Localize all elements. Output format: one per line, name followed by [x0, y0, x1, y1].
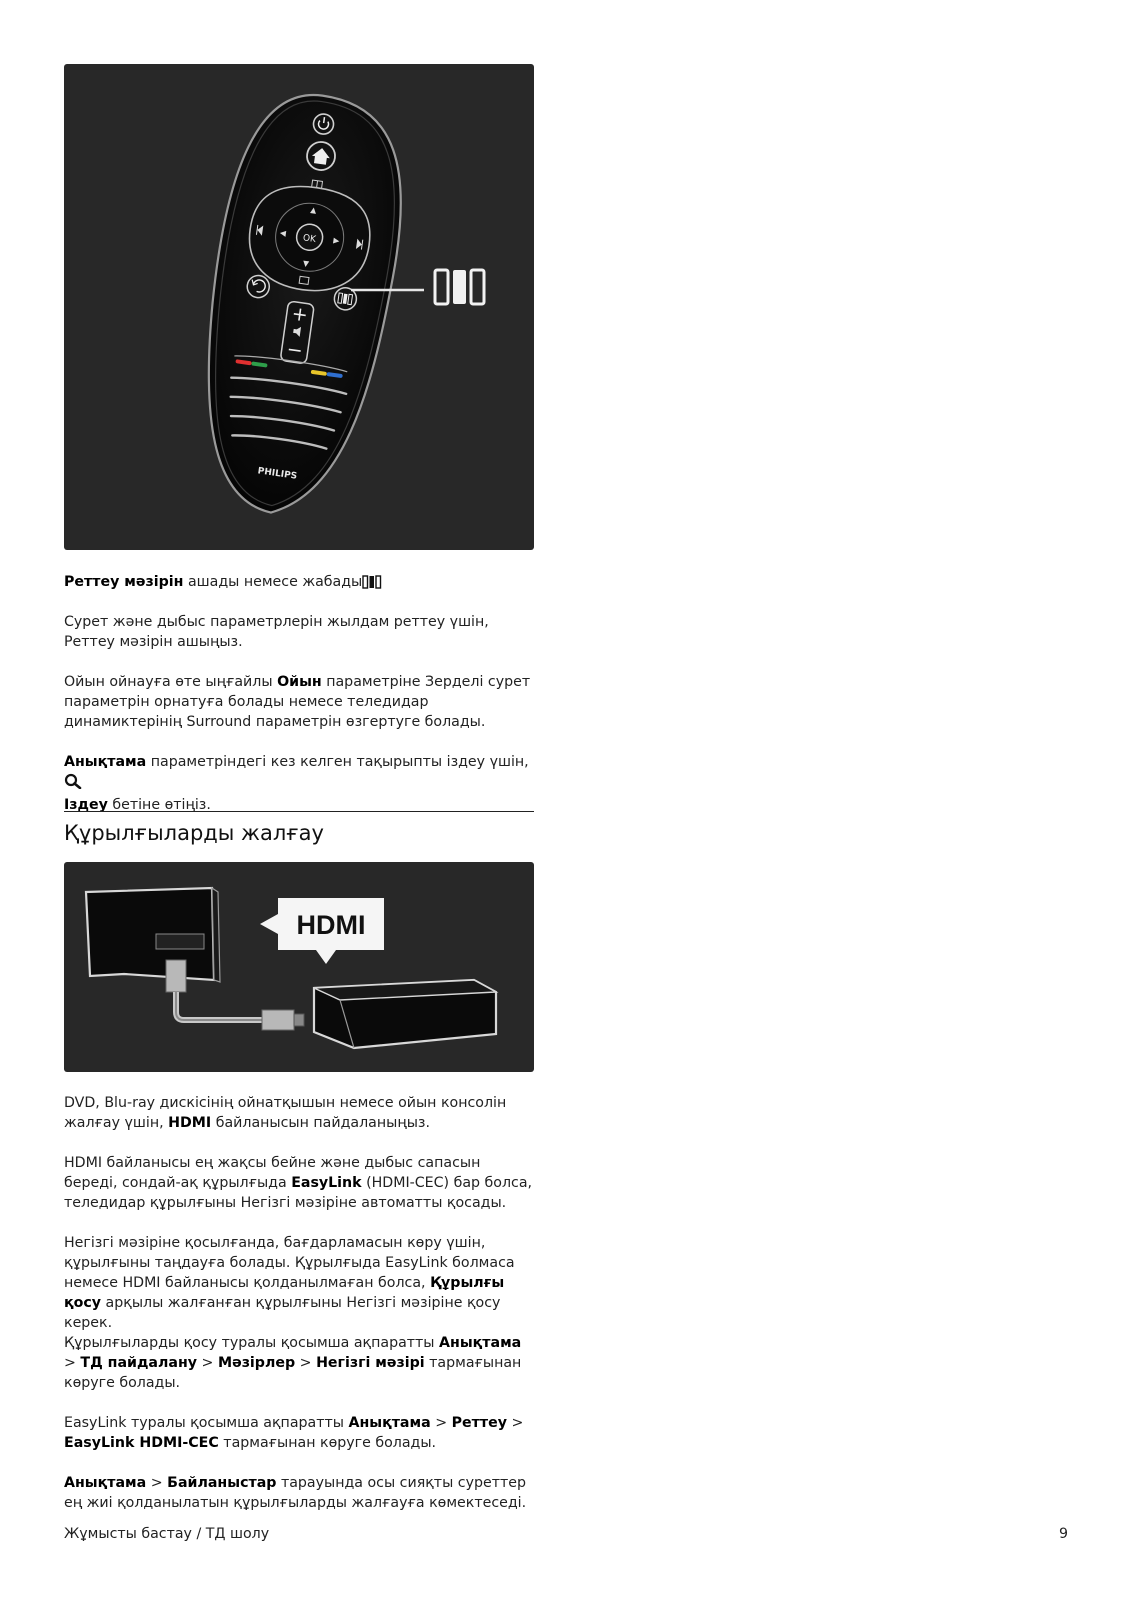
game-mode-paragraph — [64, 672, 534, 732]
paragraph-text: EasyLink туралы қосымша ақпаратты — [64, 1415, 349, 1431]
hdmi-speech-bubble — [260, 898, 384, 964]
section-divider — [64, 811, 534, 812]
hdmi-usage-paragraph — [64, 1093, 534, 1133]
device-box-illustration — [314, 980, 496, 1048]
ok-label: OK — [302, 233, 317, 246]
paragraph-text: тармағынан көруге болады. — [64, 1355, 522, 1391]
search-label: Іздеу — [64, 797, 108, 813]
adjust-menu-label: Реттеу мәзірін — [64, 574, 184, 590]
paragraph-text: параметріндегі кез келген тақырыпты іздеу үшін, — [146, 754, 529, 770]
hdmi-bold-label: HDMI — [168, 1115, 212, 1131]
path-separator: > — [430, 1415, 452, 1431]
path-separator: > — [197, 1355, 218, 1371]
easylink-hdmi-cec-label: EasyLink HDMI-CEC — [64, 1435, 219, 1451]
hdmi-connection-figure — [64, 862, 534, 1072]
paragraph-text: Негізгі мәзіріне қосылғанда, бағдарламасын көру үшін, құрылғыны таңдауға болады. Құрылғыда EasyLink болмаса немесе HDMI байланысы қолданылмаған болса, — [64, 1235, 515, 1291]
use-tv-label: ТД пайдалану — [80, 1355, 198, 1371]
remote-control-illustration — [64, 64, 534, 550]
footer-section-title: Жұмысты бастау / ТД шолу — [64, 1526, 270, 1542]
adjust-icon-large — [435, 270, 484, 304]
more-info-devices-paragraph — [64, 1333, 534, 1393]
easylink-label: EasyLink — [291, 1175, 362, 1191]
help-label: Анықтама — [439, 1335, 522, 1351]
paragraph-text: ашады немесе жабады — [183, 574, 363, 590]
menus-label: Мәзірлер — [217, 1355, 296, 1371]
setup-label: Реттеу — [451, 1415, 507, 1431]
path-separator: > — [506, 1415, 524, 1431]
adjust-menu-paragraph — [64, 572, 534, 595]
path-separator: > — [64, 1355, 81, 1371]
hdmi-illustration — [64, 862, 534, 1072]
paragraph-text: байланысын пайдаланыңыз. — [211, 1115, 430, 1131]
help-label: Анықтама — [64, 1475, 147, 1491]
add-device-label: Құрылғы қосу — [64, 1275, 505, 1311]
philips-logo: PHILIPS — [257, 466, 298, 482]
help-label: Анықтама — [64, 754, 147, 770]
paragraph-text: бетіне өтіңіз. — [107, 797, 211, 813]
remote-control-figure — [64, 64, 534, 550]
help-label: Анықтама — [348, 1415, 431, 1431]
paragraph-text: (HDMI-CEC) бар болса, теледидар құрылғыны Негізгі мәзіріне автоматты қосады. — [64, 1175, 533, 1211]
path-separator: > — [295, 1355, 317, 1371]
hdmi-quality-paragraph — [64, 1153, 534, 1213]
paragraph-text: тарауында осы сияқты суреттер ең жиі қолданылатын құрылғыларды жалғауға көмектеседі. — [64, 1475, 527, 1511]
hdmi-label: HDMI — [296, 910, 366, 940]
search-icon — [64, 773, 82, 795]
home-menu-label: Негізгі мәзірі — [316, 1355, 425, 1371]
path-separator: > — [146, 1475, 168, 1491]
paragraph-text: DVD, Blu-ray дискісінің ойнатқышын немесе ойын консолін жалғау үшін, — [64, 1095, 507, 1131]
paragraph-text: Сурет және дыбыс параметрлерін жылдам реттеу үшін, Реттеу мәзірін ашыңыз. — [64, 614, 489, 650]
paragraph-text: арқылы жалғанған құрылғыны Негізгі мәзіріне қосу керек. — [64, 1295, 501, 1331]
paragraph-text: тармағынан көруге болады. — [218, 1435, 437, 1451]
section-header — [64, 821, 534, 845]
paragraph-text: Ойын ойнауға өте ыңғайлы — [64, 674, 278, 690]
connections-label: Байланыстар — [167, 1475, 277, 1491]
picture-sound-paragraph — [64, 612, 534, 652]
easylink-info-paragraph — [64, 1413, 534, 1453]
tv-illustration — [86, 888, 220, 982]
section-heading: Құрылғыларды жалғау — [64, 821, 324, 845]
help-search-paragraph — [64, 752, 534, 815]
paragraph-text: параметріне Зерделі сурет параметрін орнатуға болады немесе теледидар динамиктерінің Surround параметрін өзгертуге болады. — [64, 674, 531, 730]
page-number: 9 — [1058, 1526, 1068, 1542]
paragraph-text: HDMI байланысы ең жақсы бейне және дыбыс сапасын береді, сондай-ақ құрылғыда — [64, 1155, 481, 1191]
home-menu-paragraph — [64, 1233, 534, 1333]
game-label: Ойын — [277, 674, 322, 690]
connections-help-paragraph — [64, 1473, 534, 1513]
paragraph-text: Құрылғыларды қосу туралы қосымша ақпаратты — [64, 1335, 440, 1351]
adjust-icon — [362, 575, 382, 595]
